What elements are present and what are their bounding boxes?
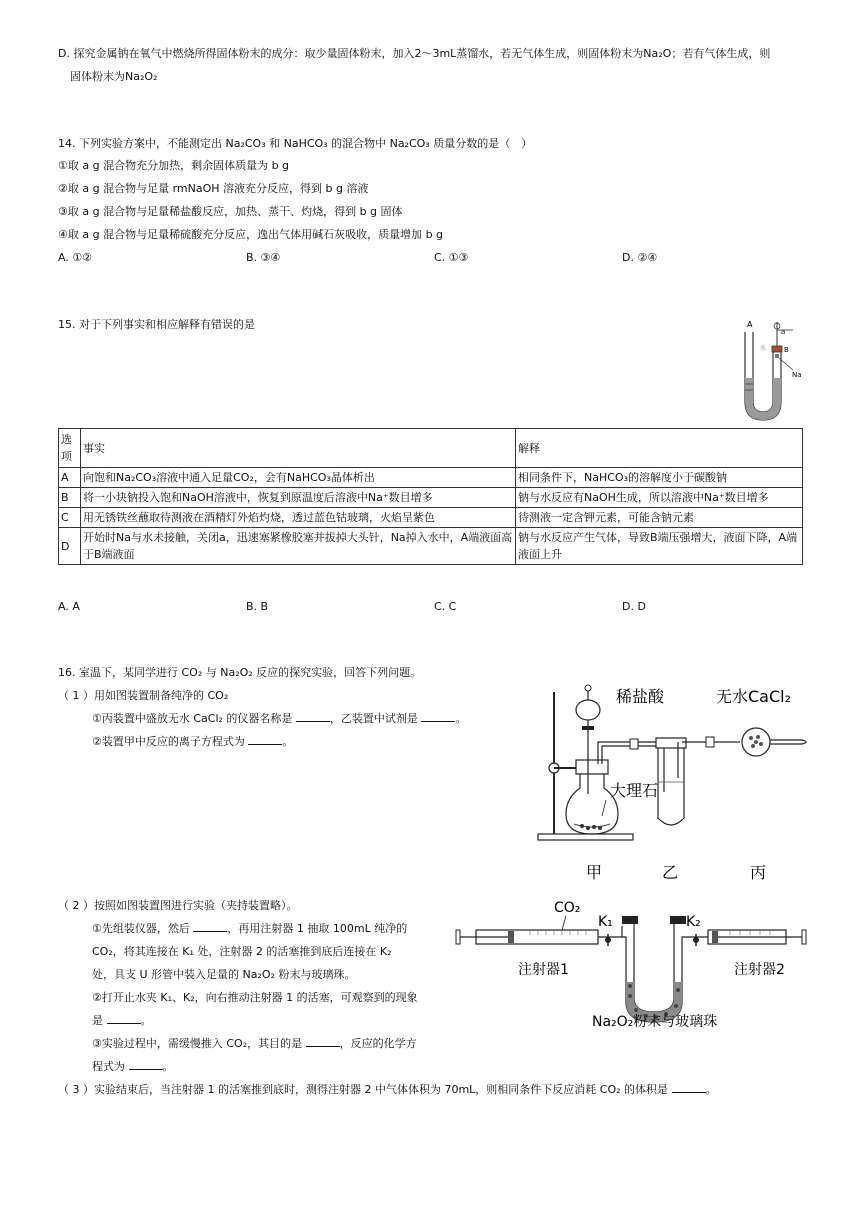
q16-part1-a-text: ①丙装置中盛放无水 CaCl₂ 的仪器名称是 bbox=[92, 712, 293, 725]
label-yi: 乙 bbox=[662, 863, 679, 882]
table-row bbox=[59, 528, 803, 565]
stand-base bbox=[538, 834, 633, 840]
label-co2: CO₂ bbox=[554, 900, 581, 916]
table-row bbox=[59, 468, 803, 488]
row-explain: 待测液一定含钾元素，可能含钠元素 bbox=[516, 508, 803, 528]
q15-stem: 15. 对于下列事实和相应解释有错误的是 bbox=[58, 318, 255, 331]
q14-item-4: ④取 a g 混合物与足量稀硫酸充分反应，逸出气体用碱石灰吸收，质量增加 b g bbox=[58, 228, 444, 241]
q14-stem: 14. 下列实验方案中，不能测定出 Na₂CO₃ 和 NaHCO₃ 的混合物中 Na₂CO₃ 质量分数的是（ ） bbox=[58, 137, 533, 150]
fig-label-sodium: Na bbox=[792, 371, 802, 379]
q15-table bbox=[58, 428, 803, 565]
separatory-funnel bbox=[576, 700, 600, 720]
row-explain: 钠与水反应产生气体，导致B端压强增大，液面下降，A端液面上升 bbox=[516, 528, 803, 565]
q14-option-d[interactable]: D. ②④ bbox=[622, 251, 658, 264]
u-tube-stopper-right bbox=[670, 916, 686, 924]
u-tube-inner bbox=[753, 332, 773, 412]
q16-part1-a bbox=[92, 710, 466, 728]
fig-label-valve-a: a bbox=[781, 328, 786, 336]
q16-part1-b-text: ②装置甲中反应的离子方程式为 bbox=[92, 735, 245, 748]
row-fact: 用无锈铁丝蘸取待测液在酒精灯外焰灼烧，透过蓝色钴玻璃，火焰呈紫色 bbox=[81, 508, 516, 528]
co2-preparation-figure bbox=[530, 682, 820, 882]
q15-option-c[interactable]: C. C bbox=[434, 600, 457, 613]
q13-option-d-line2: 固体粉末为Na₂O₂ bbox=[70, 70, 158, 83]
answer-blank[interactable] bbox=[248, 734, 282, 745]
row-fact: 将一小块钠投入饱和NaOH溶液中，恢复到原温度后溶液中Na⁺数目增多 bbox=[81, 488, 516, 508]
u-tube-inner bbox=[634, 922, 674, 1012]
q14-option-b[interactable]: B. ③④ bbox=[246, 251, 281, 264]
period: 。 bbox=[162, 1060, 174, 1073]
test-tube-stopper bbox=[656, 738, 686, 748]
q16-part2-line7-text: 程式为 bbox=[92, 1060, 125, 1073]
label-cacl2: 无水CaCl₂ bbox=[716, 687, 792, 706]
row-explain: 钠与水反应有NaOH生成，所以溶液中Na⁺数目增多 bbox=[516, 488, 803, 508]
row-option: B bbox=[59, 488, 81, 508]
label-hcl: 稀盐酸 bbox=[616, 687, 665, 706]
label-k1: K₁ bbox=[598, 914, 613, 930]
q13-option-d-line1: D. 探究金属钠在氧气中燃烧所得固体粉末的成分：取少量固体粉末，加入2～3mL蒸馏水，若无气体生成，则固体粉末为Na₂O；若有气体生成，则 bbox=[58, 47, 771, 60]
table-row bbox=[59, 508, 803, 528]
q16-part2-line7 bbox=[92, 1058, 174, 1076]
q16-part3-text: （ 3 ）实验结束后，当注射器 1 的活塞推到底时，测得注射器 2 中气体体积为 70mL，则相同条件下反应消耗 CO₂ 的体积是 bbox=[58, 1083, 669, 1096]
label-syringe-2: 注射器2 bbox=[734, 962, 785, 978]
q15-option-b[interactable]: B. B bbox=[246, 600, 269, 613]
q16-part2-line6-b: ，反应的化学方 bbox=[339, 1037, 417, 1050]
q16-part1-b bbox=[92, 733, 293, 751]
svg-text:水: 水 bbox=[760, 345, 767, 352]
fig-label-b-end: B bbox=[784, 346, 789, 354]
q14-item-2: ②取 a g 混合物与足量 rmNaOH 溶液充分反应，得到 b g 溶液 bbox=[58, 182, 369, 195]
q16-part2-line3: 处，具支 U 形管中装入足量的 Na₂O₂ 粉末与玻璃珠。 bbox=[92, 968, 356, 981]
row-explain: 相同条件下，NaHCO₃的溶解度小于碳酸钠 bbox=[516, 468, 803, 488]
period: 。 bbox=[140, 1014, 152, 1027]
q16-part2-line1-a: ①先组装仪器，然后 bbox=[92, 922, 190, 935]
q15-option-d[interactable]: D. D bbox=[622, 600, 646, 613]
label-bing: 丙 bbox=[750, 863, 767, 882]
q16-part1-title: （ 1 ）用如图装置制备纯净的 CO₂ bbox=[58, 689, 229, 702]
fig-label-a-end: A bbox=[747, 320, 753, 329]
table-row bbox=[59, 488, 803, 508]
u-tube-stopper-left bbox=[622, 916, 638, 924]
q16-part2-line6-a: ③实验过程中，需缓慢推入 CO₂，其目的是 bbox=[92, 1037, 303, 1050]
q16-part2-line1 bbox=[92, 920, 407, 938]
test-tube bbox=[658, 748, 684, 825]
q16-part2-line1-b: ，再用注射器 1 抽取 100mL 纯净的 bbox=[227, 922, 408, 935]
sodium-piece bbox=[775, 354, 779, 358]
q16-part1-a-mid: ，乙装置中试剂是 bbox=[329, 712, 418, 725]
label-k2: K₂ bbox=[686, 914, 701, 930]
answer-blank[interactable] bbox=[306, 1036, 340, 1047]
flask-stopper bbox=[576, 760, 608, 774]
row-fact: 开始时Na与水未接触，关闭a，迅速塞紧橡胶塞并拔掉大头针，Na掉入水中，A端液面高于B端液面 bbox=[81, 528, 516, 565]
answer-blank[interactable] bbox=[193, 921, 227, 932]
q14-option-c[interactable]: C. ①③ bbox=[434, 251, 469, 264]
row-option: D bbox=[59, 528, 81, 565]
q16-part2-line5-text: 是 bbox=[92, 1014, 103, 1027]
period: 。 bbox=[282, 735, 294, 748]
label-jia: 甲 bbox=[586, 863, 603, 882]
q14-option-a[interactable]: A. ①② bbox=[58, 251, 93, 264]
answer-blank[interactable] bbox=[421, 711, 455, 722]
answer-blank[interactable] bbox=[129, 1059, 163, 1070]
q15-option-a[interactable]: A. A bbox=[58, 600, 80, 613]
q14-item-3: ③取 a g 混合物与足量稀盐酸反应，加热、蒸干、灼烧，得到 b g 固体 bbox=[58, 205, 403, 218]
q16-part2-line5 bbox=[92, 1012, 152, 1030]
q16-stem: 16. 室温下，某同学进行 CO₂ 与 Na₂O₂ 反应的探究实验，回答下列问题。 bbox=[58, 666, 422, 679]
label-marble: 大理石 bbox=[610, 781, 659, 800]
row-fact: 向饱和Na₂CO₃溶液中通入足量CO₂，会有NaHCO₃晶体析出 bbox=[81, 468, 516, 488]
header-explain: 解释 bbox=[516, 429, 803, 468]
u-tube-sodium-figure bbox=[735, 318, 811, 424]
syringe-u-tube-figure bbox=[450, 886, 815, 1036]
q16-part2-line2: CO₂，将其连接在 K₁ 处，注射器 2 的活塞推到底后连接在 K₂ bbox=[92, 945, 392, 958]
row-option: A bbox=[59, 468, 81, 488]
answer-blank[interactable] bbox=[107, 1013, 141, 1024]
period: 。 bbox=[455, 712, 467, 725]
header-fact: 事实 bbox=[81, 429, 516, 468]
label-powder: Na₂O₂粉末与玻璃珠 bbox=[592, 1014, 718, 1030]
q16-part2-line6 bbox=[92, 1035, 417, 1053]
answer-blank[interactable] bbox=[672, 1082, 706, 1093]
row-option: C bbox=[59, 508, 81, 528]
rubber-stopper bbox=[772, 346, 782, 352]
q14-item-1: ①取 a g 混合物充分加热，剩余固体质量为 b g bbox=[58, 159, 290, 172]
answer-blank[interactable] bbox=[296, 711, 330, 722]
q16-part3 bbox=[58, 1081, 717, 1099]
q16-part2-title: （ 2 ）按照如图装置图进行实验（夹持装置略）。 bbox=[58, 899, 298, 912]
table-header-row bbox=[59, 429, 803, 468]
period: 。 bbox=[705, 1083, 717, 1096]
header-option: 选项 bbox=[59, 429, 81, 468]
label-syringe-1: 注射器1 bbox=[518, 962, 569, 978]
q16-part2-line4: ②打开止水夹 K₁、K₂，向右推动注射器 1 的活塞，可观察到的现象 bbox=[92, 991, 418, 1004]
